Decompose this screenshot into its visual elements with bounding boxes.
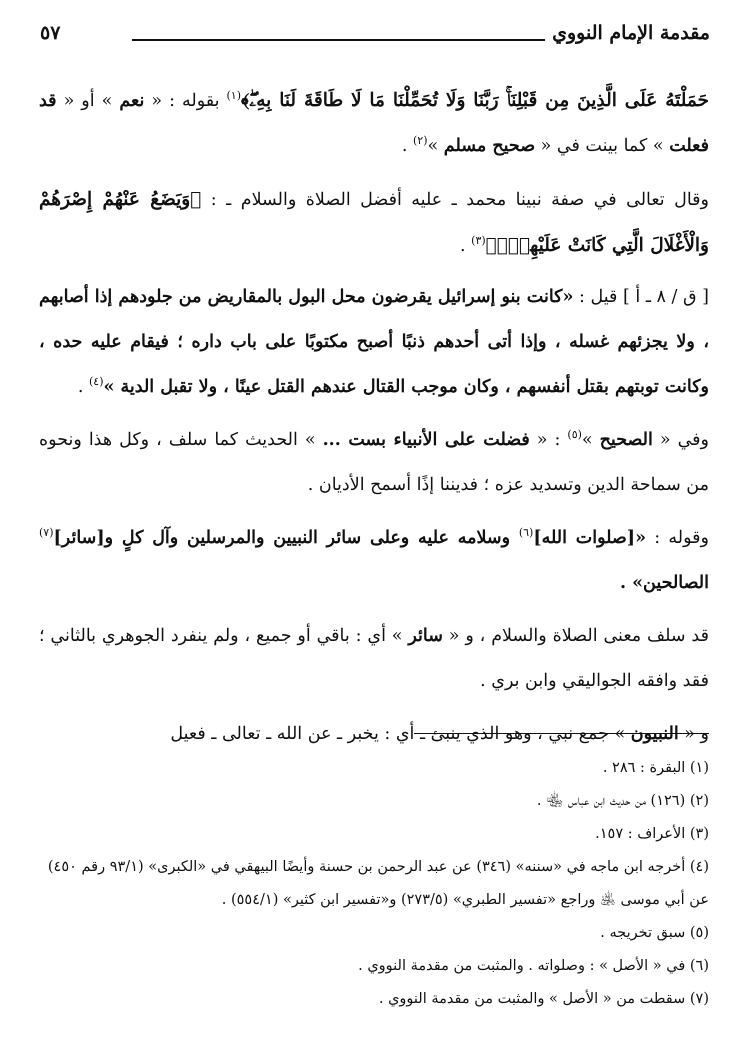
text-run: سائر <box>408 626 443 646</box>
text-run: النبيون <box>630 724 679 744</box>
text-run: وسلامه عليه وعلى سائر النبيين والمرسلين وآل كلٍ و[سائر] <box>53 528 519 548</box>
footnote: (٥) سبق تخريجه . <box>600 925 709 941</box>
footnote-marker: (٤) <box>88 375 104 389</box>
text-run: » جمع نبي ، وهو الذي ينبئ ـ أي : يخبر ـ عن الله ـ تعالى ـ فعيل <box>170 724 631 744</box>
running-title: مقدمة الإمام النووي <box>552 22 710 44</box>
text-run: قد سلف معنى الصلاة والسلام ، و « <box>442 626 709 646</box>
footnote-marker: (٢) <box>413 134 428 148</box>
footnote-marker: (٧) <box>39 526 54 540</box>
text-run: » <box>427 136 444 156</box>
page-number: ٥٧ <box>40 22 61 44</box>
footnote: (٣) الأعراف : ١٥٧. <box>595 826 709 842</box>
quran-quote: ﴿وَيَضَعُ عَنْهُمْ إِصْرَهُمْ وَالْأَغْلَالَ الَّتِي كَانَتْ عَلَيْهِمْۚ﴾ <box>39 189 709 256</box>
footnote-marker: (٣) <box>471 234 486 248</box>
paragraph <box>39 516 709 606</box>
footnote: (٦) في « الأصل » : وصلواته . والمثبت من مقدمة النووي . <box>358 958 709 974</box>
text-run: » أي : باقي أو جميع ، ولم ينفرد الجوهري بالثاني ؛ فقد وافقه الجواليقي وابن بري . <box>39 626 709 691</box>
paragraph <box>39 614 709 704</box>
text-run: وقوله : <box>646 528 709 548</box>
page-header <box>40 22 710 52</box>
text-run: قد فعلت <box>39 91 709 156</box>
footnote: (٧) سقطت من « الأصل » والمثبت من مقدمة النووي . <box>378 991 709 1007</box>
text-run: بقوله : « <box>144 91 227 111</box>
paragraph <box>39 712 709 757</box>
text-run: وقال تعالى في صفة نبينا محمد ـ عليه أفضل الصلاة والسلام ـ : <box>201 190 710 210</box>
text-run: » الحديث كما سلف ، وكل هذا ونحوه من سماحة الدين وتسديد عزه ؛ فديننا إذًا أسمح الأديان . <box>39 430 709 495</box>
text-run: صحيح مسلم <box>443 136 536 156</box>
footnote-marker: (٥) <box>567 428 582 442</box>
text-run: . <box>401 136 413 156</box>
footnotes <box>39 752 709 1016</box>
text-run: » أو « <box>56 91 120 111</box>
header-rule <box>132 39 545 41</box>
text-run: نعم <box>119 91 145 111</box>
text-run: وفي « <box>652 430 709 450</box>
text-run: و « <box>678 724 709 744</box>
text-run: . <box>77 377 89 397</box>
footnote-marker: (٦) <box>518 526 534 540</box>
footnote-separator <box>414 733 709 734</box>
footnote: (١) البقرة : ٢٨٦ . <box>602 760 709 776</box>
text-run: » كما بينت في « <box>535 136 670 156</box>
paragraph <box>39 418 709 508</box>
quran-quote: حَمَلْتَهُ عَلَى الَّذِينَ مِن قَبْلِنَاۚ رَبَّنَا وَلَا تُحَمِّلْنَا مَا لَا طَاقَةَ لَنَا بِهِۦۖ﴾ <box>241 90 709 111</box>
text-run: «كانت بنو إسرائيل يقرضون محل البول بالمقاريض من جلودهم إذا أصابهم ، ولا يجزئهم غسله ، وإذا أتى أحدهم ذنبًا أصبح مكتوبًا على باب داره ؛ فيقام عليه حده ، وكانت توبتهم بقتل أنفسهم ، وكان موجب القتال عندهم القتل عينًا ، ولا تقبل الدية » <box>39 287 709 397</box>
text-run: الصحيح <box>599 430 653 450</box>
text-run: «[صلوات الله] <box>533 528 647 548</box>
text-run: . <box>460 236 472 256</box>
footnote-marker: (١) <box>226 89 242 103</box>
text-run: [ ق / ٨ ـ أ ] قيل : <box>573 287 709 307</box>
main-text <box>39 78 709 765</box>
text-run: » <box>581 430 600 450</box>
paragraph <box>39 275 709 410</box>
text-run: فضلت على الأنبياء بست ... <box>322 430 530 450</box>
footnote: (٤) أخرجه ابن ماجه في «سننه» (٣٤٦) عن عبد الرحمن بن حسنة وأيضًا البيهقي في «الكبرى» (٩٣/١ رقم ٤٥٠) عن أبي موسى ﵁ وراجع «تفسير الطبري» (٢٧٣/٥) و«تفسير ابن كثير» (٥٥٤/١) . <box>47 859 709 908</box>
text-run: : « <box>529 430 568 450</box>
footnote: (٢) (١٢٦) من حديث ابن عباس ﵄ . <box>536 793 709 809</box>
paragraph <box>39 78 709 169</box>
paragraph <box>39 177 709 269</box>
text-run: الصالحين» . <box>619 573 709 593</box>
